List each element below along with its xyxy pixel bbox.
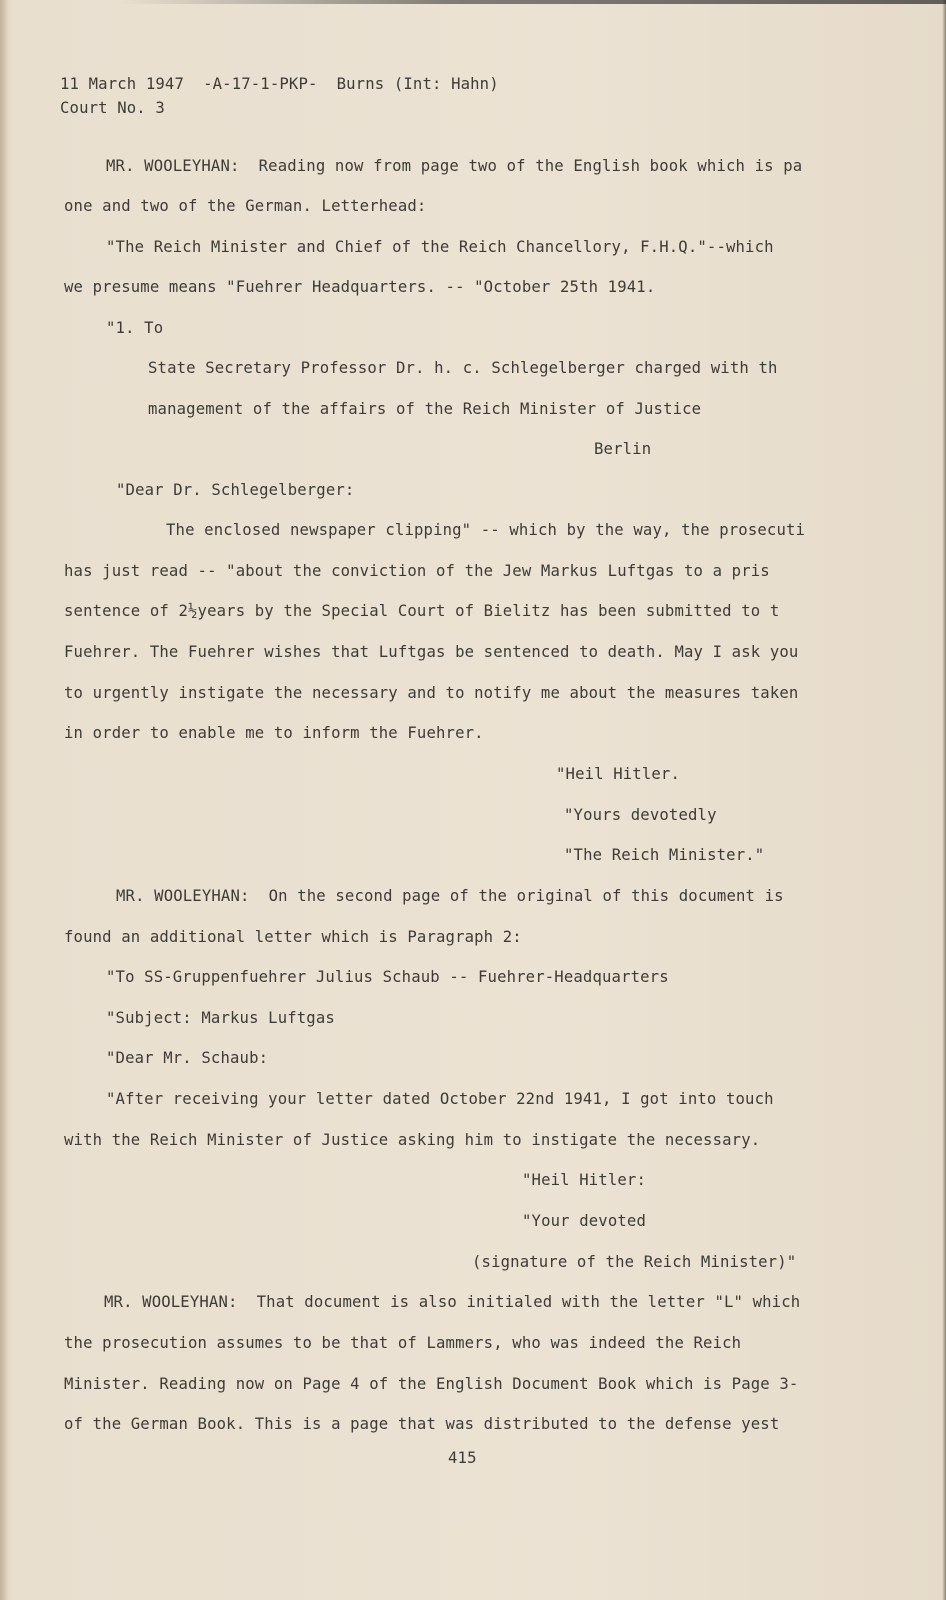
body-line: sentence of 2½years by the Special Court of Bielitz has been submitted to t — [64, 602, 780, 620]
body-line: The enclosed newspaper clipping" -- which by the way, the prosecuti — [166, 521, 806, 539]
body-line: management of the affairs of the Reich Minister of Justice — [148, 400, 702, 418]
body-line: of the German Book. This is a page that was distributed to the defense yest — [64, 1415, 780, 1433]
page-number: 415 — [448, 1449, 477, 1467]
page-right-edge — [942, 0, 946, 1600]
page-top-edge — [120, 0, 946, 4]
body-line: to urgently instigate the necessary and to notify me about the measures taken — [64, 684, 799, 702]
body-line: "The Reich Minister and Chief of the Reich Chancellory, F.H.Q."--which — [106, 238, 774, 256]
body-line: found an additional letter which is Paragraph 2: — [64, 928, 522, 946]
body-line: with the Reich Minister of Justice asking him to instigate the necessary. — [64, 1131, 761, 1149]
body-line: has just read -- "about the conviction of the Jew Markus Luftgas to a pris — [64, 562, 770, 580]
body-line: the prosecution assumes to be that of Lammers, who was indeed the Reich — [64, 1334, 742, 1352]
body-line: "The Reich Minister." — [564, 846, 765, 864]
body-line: MR. WOOLEYHAN: On the second page of the original of this document is — [116, 887, 784, 905]
body-line: "Subject: Markus Luftgas — [106, 1009, 335, 1027]
body-line: State Secretary Professor Dr. h. c. Schlegelberger charged with th — [148, 359, 778, 377]
body-line: "1. To — [106, 319, 164, 337]
page-left-edge — [0, 0, 8, 1600]
header-line-2: Court No. 3 — [60, 99, 165, 117]
body-line: Minister. Reading now on Page 4 of the English Document Book which is Page 3- — [64, 1375, 799, 1393]
body-line: "Dear Mr. Schaub: — [106, 1049, 269, 1067]
body-line: "To SS-Gruppenfuehrer Julius Schaub -- Fuehrer-Headquarters — [106, 968, 669, 986]
body-line: in order to enable me to inform the Fuehrer. — [64, 724, 484, 742]
body-line: Berlin — [594, 440, 652, 458]
body-line: "Heil Hitler: — [522, 1171, 646, 1189]
body-line: "Dear Dr. Schlegelberger: — [116, 481, 355, 499]
body-line: "Your devoted — [522, 1212, 646, 1230]
body-line: MR. WOOLEYHAN: Reading now from page two of the English book which is pa — [106, 157, 803, 175]
body-line: MR. WOOLEYHAN: That document is also initialed with the letter "L" which — [104, 1293, 801, 1311]
body-line: we presume means "Fuehrer Headquarters. -- "October 25th 1941. — [64, 278, 656, 296]
body-line: Fuehrer. The Fuehrer wishes that Luftgas be sentenced to death. May I ask you — [64, 643, 799, 661]
body-line: one and two of the German. Letterhead: — [64, 197, 427, 215]
header-line-1: 11 March 1947 -A-17-1-PKP- Burns (Int: Hahn) — [60, 75, 499, 93]
body-line: "Heil Hitler. — [556, 765, 680, 783]
body-line: "After receiving your letter dated October 22nd 1941, I got into touch — [106, 1090, 774, 1108]
body-line: (signature of the Reich Minister)" — [472, 1253, 797, 1271]
body-line: "Yours devotedly — [564, 806, 717, 824]
